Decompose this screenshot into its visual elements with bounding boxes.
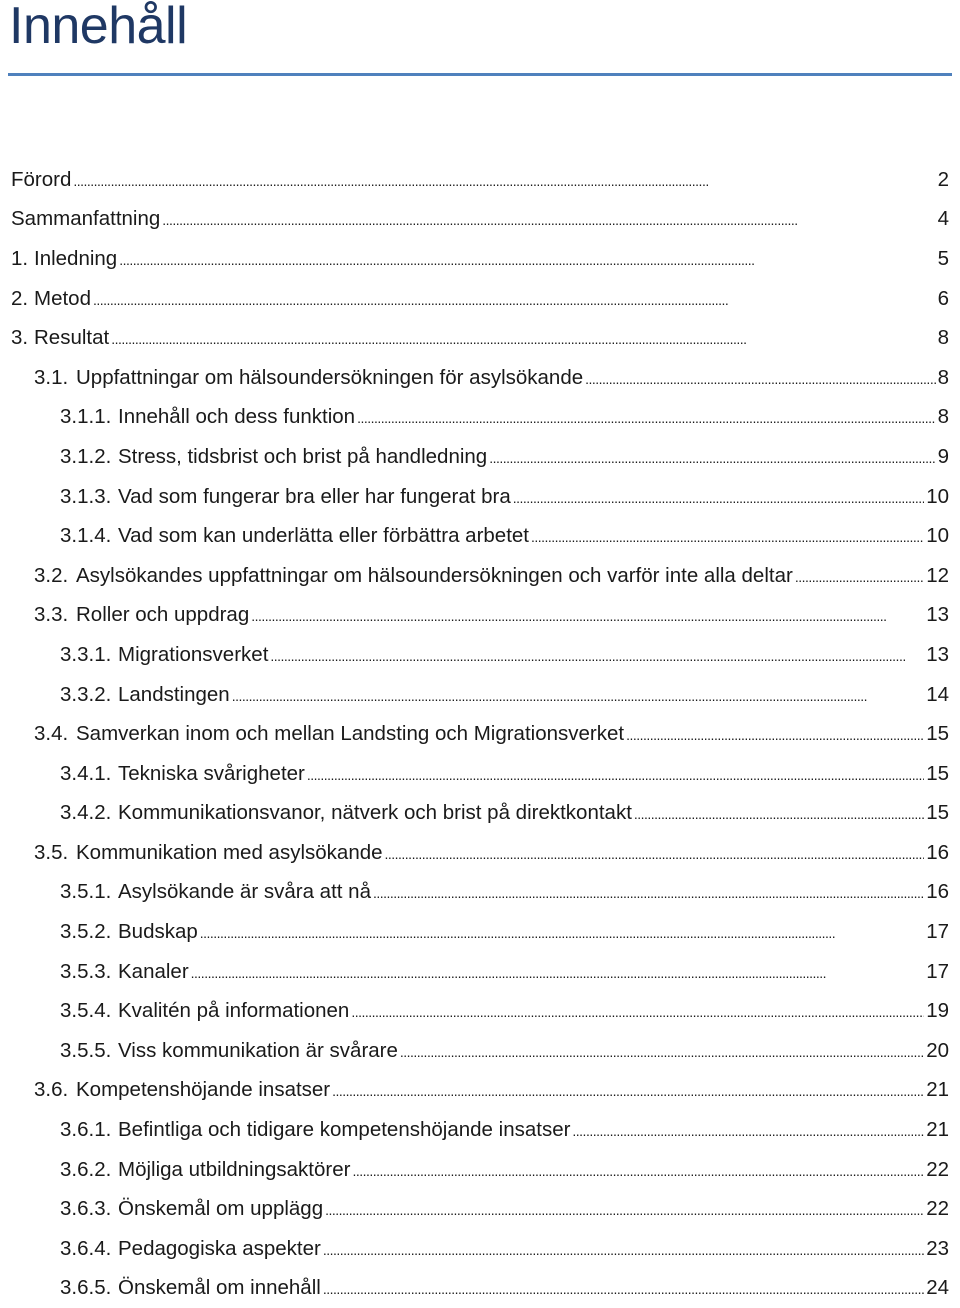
toc-entry-page-number: 4 [937, 207, 949, 231]
toc-entry[interactable] [0, 596, 960, 636]
table-of-contents [0, 160, 960, 1308]
toc-entry-number: 3.1.2. [60, 444, 112, 468]
toc-entry[interactable] [0, 912, 960, 952]
toc-dot-leader [352, 1160, 924, 1180]
toc-dot-leader [357, 407, 936, 427]
toc-entry[interactable] [0, 794, 960, 834]
toc-entry-title: Kompetenshöjande insatser [76, 1078, 331, 1102]
toc-entry[interactable] [0, 358, 960, 398]
toc-entry[interactable] [0, 714, 960, 754]
toc-entry-page-number: 20 [926, 1038, 949, 1062]
toc-entry-page-number: 8 [937, 326, 949, 350]
toc-entry-number: 2. [11, 286, 29, 310]
toc-entry[interactable] [0, 318, 960, 358]
toc-entry-page-number: 6 [937, 286, 949, 310]
toc-entry-number: 3.2. [34, 563, 69, 587]
toc-dot-leader [93, 289, 936, 309]
toc-dot-leader [332, 1080, 924, 1100]
toc-entry-number: 3.6. [34, 1078, 69, 1102]
toc-entry[interactable] [0, 477, 960, 517]
toc-entry-title: Samverkan inom och mellan Landsting och Migrationsverket [76, 722, 625, 746]
toc-dot-leader [626, 724, 924, 744]
toc-entry-number: 3.4.1. [60, 761, 112, 785]
toc-entry-number: 3.1.3. [60, 484, 112, 508]
toc-entry-number: 1. [11, 246, 29, 270]
toc-entry-number: 3.5.5. [60, 1038, 112, 1062]
toc-entry-title: Tekniska svårigheter [118, 761, 305, 785]
toc-entry-number: 3.6.1. [60, 1118, 112, 1142]
toc-entry-page-number: 16 [926, 840, 949, 864]
toc-dot-leader [73, 170, 935, 190]
toc-entry-page-number: 15 [926, 761, 949, 785]
toc-dot-leader [111, 328, 935, 348]
toc-dot-leader [119, 249, 935, 269]
toc-entry-number: 3.3. [34, 603, 69, 627]
toc-entry-title: Metod [34, 286, 91, 310]
toc-entry-title: Viss kommunikation är svårare [118, 1038, 398, 1062]
toc-entry-title: Sammanfattning [11, 207, 161, 231]
toc-entry-page-number: 21 [926, 1078, 949, 1102]
toc-entry[interactable] [0, 160, 960, 200]
toc-entry-page-number: 22 [926, 1197, 949, 1221]
toc-entry-number: 3.5.4. [60, 999, 112, 1023]
toc-dot-leader [251, 605, 924, 625]
toc-dot-leader [191, 962, 925, 982]
toc-entry-title: Uppfattningar om hälsoundersökningen för asylsökande [76, 365, 584, 389]
toc-entry[interactable] [0, 754, 960, 794]
toc-entry-number: 3.1.4. [60, 524, 112, 548]
toc-entry-title: Budskap [118, 920, 198, 944]
toc-entry[interactable] [0, 952, 960, 992]
toc-entry[interactable] [0, 873, 960, 913]
toc-entry[interactable] [0, 437, 960, 477]
toc-entry-page-number: 21 [926, 1118, 949, 1142]
toc-entry-title: Asylsökande är svåra att nå [118, 880, 371, 904]
toc-entry-title: Möjliga utbildningsaktörer [118, 1157, 351, 1181]
toc-entry-title: Kommunikation med asylsökande [76, 840, 383, 864]
toc-dot-leader [795, 566, 924, 586]
toc-entry-page-number: 15 [926, 722, 949, 746]
page-title: Innehåll [9, 0, 188, 55]
toc-entry-page-number: 5 [937, 246, 949, 270]
toc-entry-title: Migrationsverket [118, 642, 269, 666]
toc-dot-leader [489, 447, 935, 467]
toc-entry[interactable] [0, 1189, 960, 1229]
toc-entry-number: 3.5. [34, 840, 69, 864]
toc-entry-title: Kvalitén på informationen [118, 999, 350, 1023]
toc-dot-leader [307, 764, 924, 784]
toc-dot-leader [270, 645, 924, 665]
toc-dot-leader [325, 1199, 924, 1219]
toc-entry-page-number: 10 [926, 524, 949, 548]
toc-entry-title: Önskemål om innehåll [118, 1276, 321, 1300]
toc-entry-page-number: 8 [937, 365, 949, 389]
toc-entry[interactable] [0, 279, 960, 319]
toc-entry-number: 3. [11, 326, 29, 350]
toc-entry-page-number: 19 [926, 999, 949, 1023]
toc-entry-title: Landstingen [118, 682, 230, 706]
toc-dot-leader [351, 1001, 924, 1021]
toc-entry-number: 3.5.3. [60, 959, 112, 983]
toc-dot-leader [513, 487, 924, 507]
toc-entry[interactable] [0, 1229, 960, 1269]
toc-dot-leader [572, 1120, 924, 1140]
toc-entry-title: Kommunikationsvanor, nätverk och brist på direktkontakt [118, 801, 632, 825]
toc-entry-page-number: 17 [926, 920, 949, 944]
toc-entry[interactable] [0, 1150, 960, 1190]
toc-dot-leader [400, 1041, 924, 1061]
toc-entry[interactable] [0, 675, 960, 715]
toc-entry-page-number: 14 [926, 682, 949, 706]
toc-entry-title: Roller och uppdrag [76, 603, 250, 627]
toc-entry-number: 3.4.2. [60, 801, 112, 825]
toc-entry-title: Stress, tidsbrist och brist på handledning [118, 444, 488, 468]
toc-entry[interactable] [0, 991, 960, 1031]
toc-entry-page-number: 2 [937, 167, 949, 191]
toc-entry-page-number: 22 [926, 1157, 949, 1181]
toc-entry[interactable] [0, 1031, 960, 1071]
toc-entry[interactable] [0, 1110, 960, 1150]
toc-dot-leader [531, 526, 924, 546]
toc-entry[interactable] [0, 1071, 960, 1111]
toc-entry[interactable] [0, 556, 960, 596]
toc-entry-page-number: 15 [926, 801, 949, 825]
toc-entry-page-number: 17 [926, 959, 949, 983]
toc-entry-number: 3.3.1. [60, 642, 112, 666]
toc-dot-leader [200, 922, 924, 942]
toc-entry-number: 3.6.4. [60, 1236, 112, 1260]
toc-entry-page-number: 24 [926, 1276, 949, 1300]
toc-dot-leader [232, 685, 924, 705]
toc-entry-page-number: 12 [926, 563, 949, 587]
toc-dot-leader [585, 368, 935, 388]
toc-entry-page-number: 8 [937, 405, 949, 429]
toc-entry-title: Befintliga och tidigare kompetenshöjande insatser [118, 1118, 571, 1142]
toc-entry-number: 3.1. [34, 365, 69, 389]
toc-entry-number: 3.6.2. [60, 1157, 112, 1181]
toc-entry-page-number: 16 [926, 880, 949, 904]
toc-entry-page-number: 9 [937, 444, 949, 468]
toc-entry-number: 3.5.1. [60, 880, 112, 904]
toc-entry-title: Pedagogiska aspekter [118, 1236, 321, 1260]
toc-entry[interactable] [0, 833, 960, 873]
toc-entry[interactable] [0, 516, 960, 556]
toc-entry-title: Vad som fungerar bra eller har fungerat bra [118, 484, 511, 508]
toc-entry-page-number: 10 [926, 484, 949, 508]
toc-entry[interactable] [0, 239, 960, 279]
toc-entry[interactable] [0, 1269, 960, 1308]
toc-entry-title: Asylsökandes uppfattningar om hälsoundersökningen och varför inte alla deltar [76, 563, 793, 587]
toc-entry-title: Innehåll och dess funktion [118, 405, 356, 429]
toc-entry-number: 3.6.3. [60, 1197, 112, 1221]
toc-entry-number: 3.6.5. [60, 1276, 112, 1300]
toc-entry-page-number: 23 [926, 1236, 949, 1260]
toc-entry-number: 3.1.1. [60, 405, 112, 429]
title-divider [8, 73, 952, 76]
toc-dot-leader [385, 843, 925, 863]
toc-entry[interactable] [0, 635, 960, 675]
toc-entry-number: 3.3.2. [60, 682, 112, 706]
toc-entry-number: 3.5.2. [60, 920, 112, 944]
toc-entry-page-number: 13 [926, 603, 949, 627]
toc-dot-leader [634, 803, 924, 823]
toc-entry-title: Kanaler [118, 959, 189, 983]
toc-entry-title: Inledning [34, 246, 118, 270]
toc-entry[interactable] [0, 200, 960, 240]
toc-dot-leader [373, 882, 924, 902]
toc-entry[interactable] [0, 398, 960, 438]
toc-dot-leader [323, 1239, 924, 1259]
toc-entry-title: Resultat [34, 326, 110, 350]
toc-entry-number: 3.4. [34, 722, 69, 746]
toc-entry-title: Förord [11, 167, 72, 191]
toc-entry-page-number: 13 [926, 642, 949, 666]
toc-entry-title: Önskemål om upplägg [118, 1197, 324, 1221]
toc-dot-leader [162, 209, 935, 229]
toc-entry-title: Vad som kan underlätta eller förbättra arbetet [118, 524, 529, 548]
toc-dot-leader [323, 1278, 924, 1298]
